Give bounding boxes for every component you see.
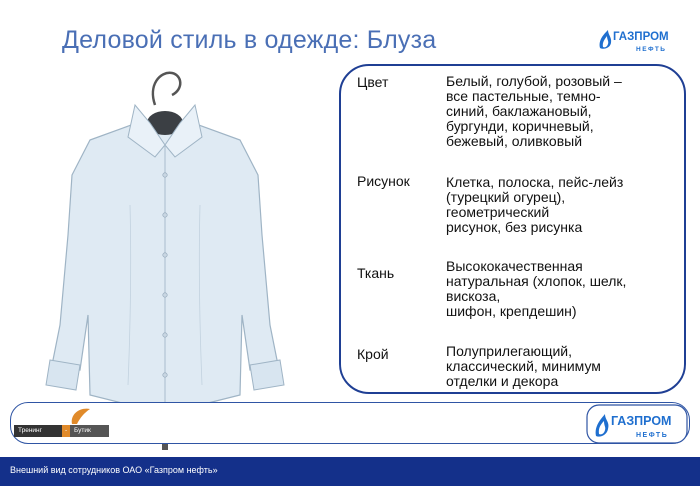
footer-text: Внешний вид сотрудников ОАО «Газпром нефть»: [10, 465, 218, 475]
value-line: вискоза,: [446, 288, 501, 304]
footer-bar: [0, 457, 700, 486]
feather-icon: [72, 409, 90, 424]
blouse-image: [20, 65, 310, 450]
value-line: классический, минимум: [446, 358, 601, 374]
badge-left: Тренинг: [18, 427, 43, 434]
value-line: отделки и декора: [446, 373, 559, 389]
logo-subtext: НЕФТЬ: [636, 432, 669, 439]
logo-text: ГАЗПРОМ: [613, 31, 669, 43]
slide-title: Деловой стиль в одежде: Блуза: [62, 26, 437, 54]
info-panel: [339, 64, 686, 394]
row-value: [446, 74, 681, 149]
training-boutique-badge: [14, 404, 109, 442]
value-line: Полуприлегающий,: [446, 343, 572, 359]
row-value: [446, 344, 681, 389]
row-label: Рисунок: [357, 173, 410, 189]
value-line: бургунди, коричневый,: [446, 118, 594, 134]
badge-dash: -: [65, 427, 68, 434]
value-line: синий, баклажановый,: [446, 103, 592, 119]
value-line: бежевый, оливковый: [446, 133, 583, 149]
value-line: (турецкий огурец),: [446, 189, 566, 205]
gazprom-neft-logo: [596, 26, 688, 54]
row-value: [446, 259, 681, 319]
row-label: Цвет: [357, 74, 389, 90]
value-line: все пастельные, темно-: [446, 88, 601, 104]
row-label: Ткань: [357, 265, 395, 281]
row-value: [446, 175, 681, 235]
value-line: рисунок, без рисунка: [446, 219, 583, 235]
value-line: Клетка, полоска, пейс-лейз: [446, 174, 624, 190]
value-line: Белый, голубой, розовый –: [446, 73, 622, 89]
value-line: натуральная (хлопок, шелк,: [446, 273, 627, 289]
value-line: геометрический: [446, 204, 550, 220]
value-line: Высококачественная: [446, 258, 583, 274]
gazprom-neft-logo-bottom: [586, 404, 688, 444]
logo-subtext: НЕФТЬ: [636, 46, 667, 53]
logo-text: ГАЗПРОМ: [611, 414, 672, 428]
row-label: Крой: [357, 346, 389, 362]
value-line: шифон, крепдешин): [446, 303, 577, 319]
badge-right: Бутик: [74, 427, 91, 434]
